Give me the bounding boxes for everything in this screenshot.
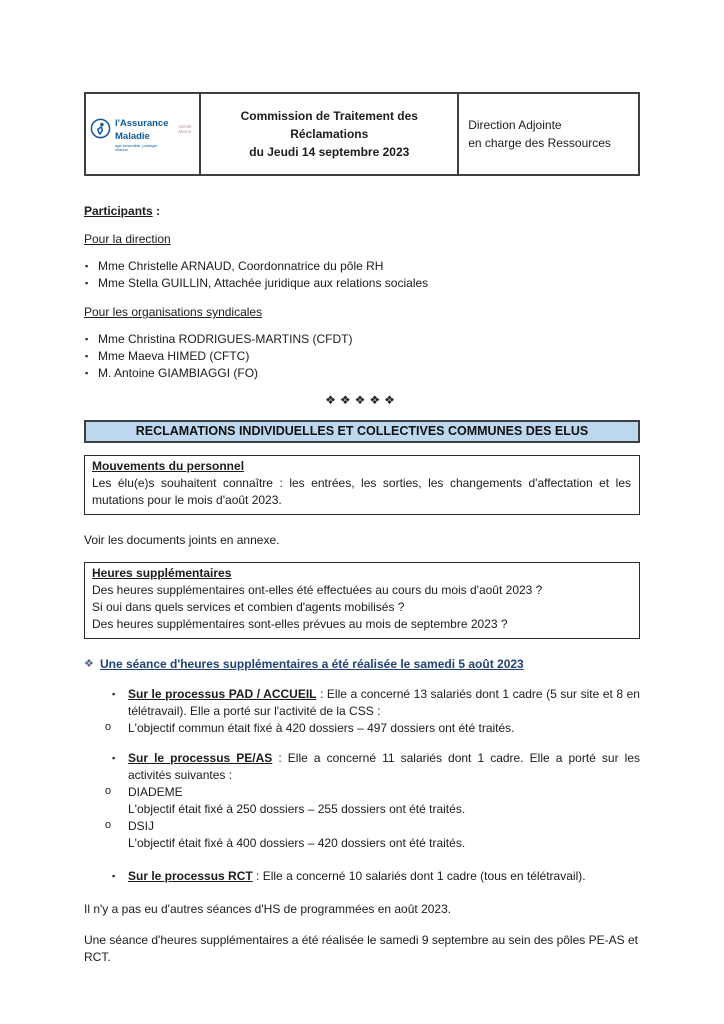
annexe-note: Voir les documents joints en annexe. bbox=[84, 533, 280, 547]
header-table bbox=[84, 92, 640, 176]
syndicats-heading: Pour les organisations syndicales bbox=[84, 305, 263, 319]
hs-item-rct: ▪ Sur le processus RCT : Elle a concerné 10 salariés dont 1 cadre (tous en télétravail). bbox=[112, 869, 586, 883]
hs-subitem-objectif: o L'objectif commun était fixé à 420 dossiers – 497 dossiers ont été traités. bbox=[105, 721, 515, 735]
logo-region: Val-de-Marne bbox=[178, 123, 193, 134]
hs-footer-line: Une séance d'heures supplémentaires a été réalisée le samedi 9 septembre au sein des pôles PE-AS et RCT. bbox=[84, 933, 638, 964]
hs-section-heading: ❖ Une séance d'heures supplémentaires a été réalisée le samedi 5 août 2023 bbox=[84, 657, 524, 671]
list-item: ▪ Mme Christina RODRIGUES-MARTINS (CFDT) bbox=[85, 332, 353, 346]
square-bullet-icon: ▪ bbox=[112, 689, 116, 699]
ornament-separator: ❖❖❖❖❖ bbox=[325, 393, 399, 407]
list-item: ▪ Mme Stella GUILLIN, Attachée juridique aux relations sociales bbox=[85, 276, 429, 290]
circle-bullet-icon: o bbox=[105, 819, 112, 831]
section-banner: RECLAMATIONS INDIVIDUELLES ET COLLECTIVES COMMUNES DES ELUS bbox=[84, 420, 640, 443]
box-heures-line: Des heures supplémentaires ont-elles été effectuées au cours du mois d'août 2023 ? bbox=[92, 583, 543, 597]
hs-footer-line: Il n'y a pas eu d'autres séances d'HS de programmées en août 2023. bbox=[84, 902, 452, 916]
header-dept-cell bbox=[458, 93, 639, 175]
box-mouvements bbox=[84, 455, 640, 515]
diamond-bullet-icon: ❖ bbox=[84, 658, 94, 670]
hs-subitem-dsij: o DSIJ L'objectif était fixé à 400 dossiers – 420 dossiers ont été traités. bbox=[105, 819, 466, 850]
box-mouvements-body: Les élu(e)s souhaitent connaître : les entrées, les sorties, les changements d'affectation et les mutations pour le mois d'août 2023. bbox=[92, 476, 631, 507]
logo-tagline: agir ensemble, protéger chacun bbox=[115, 142, 158, 152]
list-item: ▪ M. Antoine GIAMBIAGGI (FO) bbox=[85, 366, 259, 380]
square-bullet-icon: ▪ bbox=[85, 334, 89, 344]
square-bullet-icon: ▪ bbox=[85, 368, 89, 378]
circle-bullet-icon: o bbox=[105, 785, 112, 797]
list-item: ▪ Mme Christelle ARNAUD, Coordonnatrice du pôle RH bbox=[85, 259, 384, 273]
dept-line1: Direction Adjointe bbox=[468, 118, 562, 132]
list-item: ▪ Mme Maeva HIMED (CFTC) bbox=[85, 349, 250, 363]
hs-item-peas: ▪ Sur le processus PE/AS : Elle a concerné 11 salariés dont 1 cadre. Elle a porté sur les activités suivantes : bbox=[112, 751, 640, 782]
direction-heading: Pour la direction bbox=[84, 232, 171, 246]
header-logo-cell bbox=[85, 93, 200, 175]
box-heures-title: Heures supplémentaires bbox=[92, 566, 232, 580]
square-bullet-icon: ▪ bbox=[112, 871, 116, 881]
box-heures bbox=[84, 562, 640, 639]
assurance-maladie-logo-icon bbox=[90, 118, 111, 142]
dept-line2: en charge des Ressources bbox=[468, 136, 611, 150]
logo-text bbox=[115, 116, 168, 152]
header-title-cell bbox=[200, 93, 458, 175]
meeting-title-line1: Commission de Traitement des Réclamations bbox=[240, 109, 418, 141]
square-bullet-icon: ▪ bbox=[85, 278, 89, 288]
box-heures-line: Des heures supplémentaires sont-elles prévues au mois de septembre 2023 ? bbox=[92, 617, 508, 631]
box-mouvements-title: Mouvements du personnel bbox=[92, 459, 245, 473]
participants-heading: Participants : bbox=[84, 204, 161, 218]
square-bullet-icon: ▪ bbox=[112, 753, 116, 763]
square-bullet-icon: ▪ bbox=[85, 261, 89, 271]
direction-members-list bbox=[84, 258, 640, 292]
meeting-title-line2: du Jeudi 14 septembre 2023 bbox=[249, 145, 410, 159]
hs-subitem-diademe: o DIADEME L'objectif était fixé à 250 dossiers – 255 dossiers ont été traités. bbox=[105, 785, 466, 816]
hs-item-pad-accueil: ▪ Sur le processus PAD / ACCUEIL : Elle a concerné 13 salariés dont 1 cadre (5 sur site et 8 en télétravail). Elle a porté sur l'activité de la CSS : bbox=[112, 687, 640, 718]
logo-brand-line2: Maladie bbox=[115, 130, 150, 142]
square-bullet-icon: ▪ bbox=[85, 351, 89, 361]
syndicats-members-list bbox=[84, 331, 640, 382]
box-heures-line: Si oui dans quels services et combien d'agents mobilisés ? bbox=[92, 600, 405, 614]
circle-bullet-icon: o bbox=[105, 721, 112, 733]
logo-brand-line1: l'Assurance bbox=[115, 117, 169, 129]
